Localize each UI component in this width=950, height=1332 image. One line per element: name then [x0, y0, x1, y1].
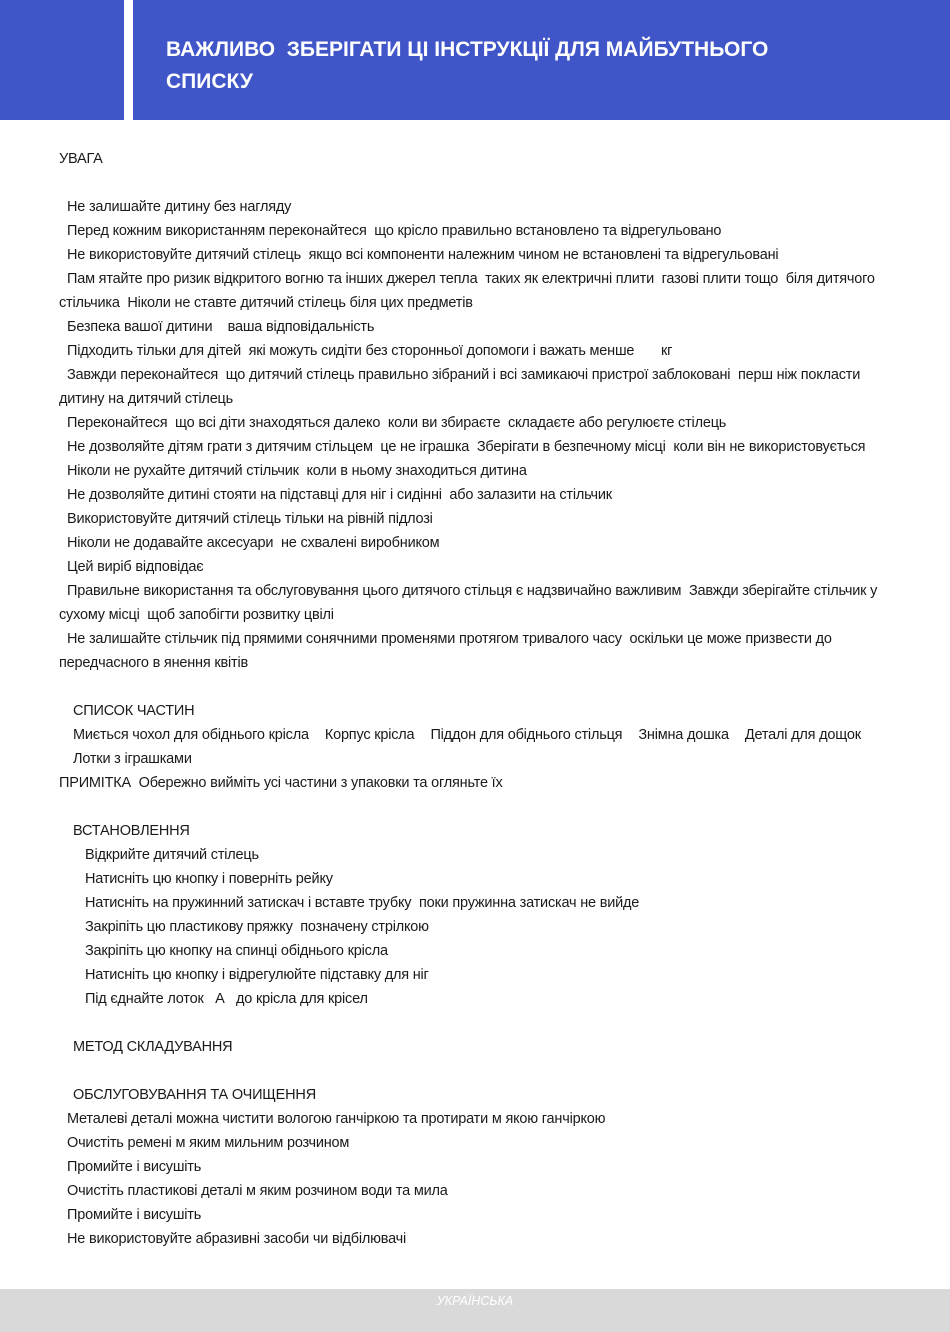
installation-step: Закріпіть цю пластикову пряжку позначену стрілкою [85, 919, 429, 935]
document-body [59, 147, 889, 1251]
warning-item: Не залишайте дитину без нагляду [67, 199, 292, 215]
header-side-block [0, 0, 124, 120]
warning-item-continued: стільчика Ніколи не ставте дитячий стілець біля цих предметів [59, 295, 473, 311]
warning-item: Не використовуйте дитячий стілець якщо всі компоненти належним чином не встановлені та відрегульовані [67, 247, 779, 263]
warning-item: Цей виріб відповідає [67, 559, 204, 575]
warning-heading: УВАГА [59, 151, 103, 167]
parts-heading: СПИСОК ЧАСТИН [73, 703, 195, 719]
warning-item: Пам ятайте про ризик відкритого вогню та інших джерел тепла таких як електричні плити газові плити тощо біля дитячого [67, 271, 875, 287]
installation-step: Відкрийте дитячий стілець [85, 847, 259, 863]
warning-item: Правильне використання та обслуговування цього дитячого стільця є надзвичайно важливим Завжди зберігайте стільчик у [67, 583, 878, 599]
part-item: Піддон для обіднього стільця [430, 727, 623, 743]
warning-item: Перед кожним використанням переконайтеся що крісло правильно встановлено та відрегульовано [67, 223, 722, 239]
parts-list [59, 723, 889, 747]
care-item: Очистіть пластикові деталі м яким розчином води та мила [67, 1183, 448, 1199]
installation-heading: ВСТАНОВЛЕННЯ [73, 823, 190, 839]
footer-bar [0, 1289, 950, 1332]
part-item: Корпус крісла [324, 727, 415, 743]
warning-item-continued: сухому місці щоб запобігти розвитку цвілі [59, 607, 334, 623]
warning-item: Переконайтеся що всі діти знаходяться далеко коли ви збираєте складаєте або регулюєте стілець [67, 415, 727, 431]
warning-item: Не залишайте стільчик під прямими сонячними променями протягом тривалого часу оскільки це може призвести до [67, 631, 832, 647]
installation-step: Під єднайте лоток А до крісла для крісел [85, 991, 368, 1007]
warning-item-continued: передчасного в янення квітів [59, 655, 248, 671]
warning-item: Використовуйте дитячий стілець тільки на рівній підлозі [67, 511, 433, 527]
part-item: Миється чохол для обіднього крісла [73, 727, 309, 743]
installation-step: Натисніть цю кнопку і поверніть рейку [85, 871, 333, 887]
installation-step: Закріпіть цю кнопку на спинці обіднього крісла [85, 943, 388, 959]
care-item: Не використовуйте абразивні засоби чи відбілювачі [67, 1231, 407, 1247]
part-item: Деталі для дощок [744, 727, 861, 743]
folding-heading: МЕТОД СКЛАДУВАННЯ [73, 1039, 233, 1055]
warning-item: Завжди переконайтеся що дитячий стілець правильно зібраний і всі замикаючі пристрої заблоковані перш ніж покласти [67, 367, 861, 383]
warning-item: Не дозволяйте дітям грати з дитячим стільцем це не іграшка Зберігати в безпечному місці коли він не використовується [67, 439, 866, 455]
care-heading: ОБСЛУГОВУВАННЯ ТА ОЧИЩЕННЯ [73, 1087, 316, 1103]
part-item: Лотки з іграшками [73, 751, 192, 767]
page-title: ВАЖЛИВО ЗБЕРІГАТИ ЦІ ІНСТРУКЦІЇ ДЛЯ МАЙБУТНЬОГО СПИСКУ [166, 38, 769, 93]
installation-step: Натисніть цю кнопку і відрегулюйте підставку для ніг [85, 967, 429, 983]
care-item: Очистіть ремені м яким мильним розчином [67, 1135, 350, 1151]
warning-item: Не дозволяйте дитині стояти на підставці для ніг і сидінні або залазити на стільчик [67, 487, 612, 503]
footer-language-label: УКРАЇНСЬКА [436, 1294, 514, 1308]
care-item: Металеві деталі можна чистити вологою ганчіркою та протирати м якою ганчіркою [67, 1111, 606, 1127]
care-item: Промийте і висушіть [67, 1159, 202, 1175]
care-item: Промийте і висушіть [67, 1207, 202, 1223]
warning-item: Ніколи не додавайте аксесуари не схвалені виробником [67, 535, 440, 551]
parts-note: ПРИМІТКА Обережно вийміть усі частини з упаковки та огляньте їх [59, 775, 503, 791]
installation-step: Натисніть на пружинний затискач і вставте трубку поки пружинна затискач не вийде [85, 895, 640, 911]
warning-item: Ніколи не рухайте дитячий стільчик коли в ньому знаходиться дитина [67, 463, 527, 479]
part-item: Знімна дошка [638, 727, 729, 743]
warning-item: Підходить тільки для дітей які можуть сидіти без сторонньої допомоги і важать менше кг [67, 343, 673, 359]
warning-item: Безпека вашої дитини ваша відповідальність [67, 319, 375, 335]
warning-item-continued: дитину на дитячий стілець [59, 391, 234, 407]
